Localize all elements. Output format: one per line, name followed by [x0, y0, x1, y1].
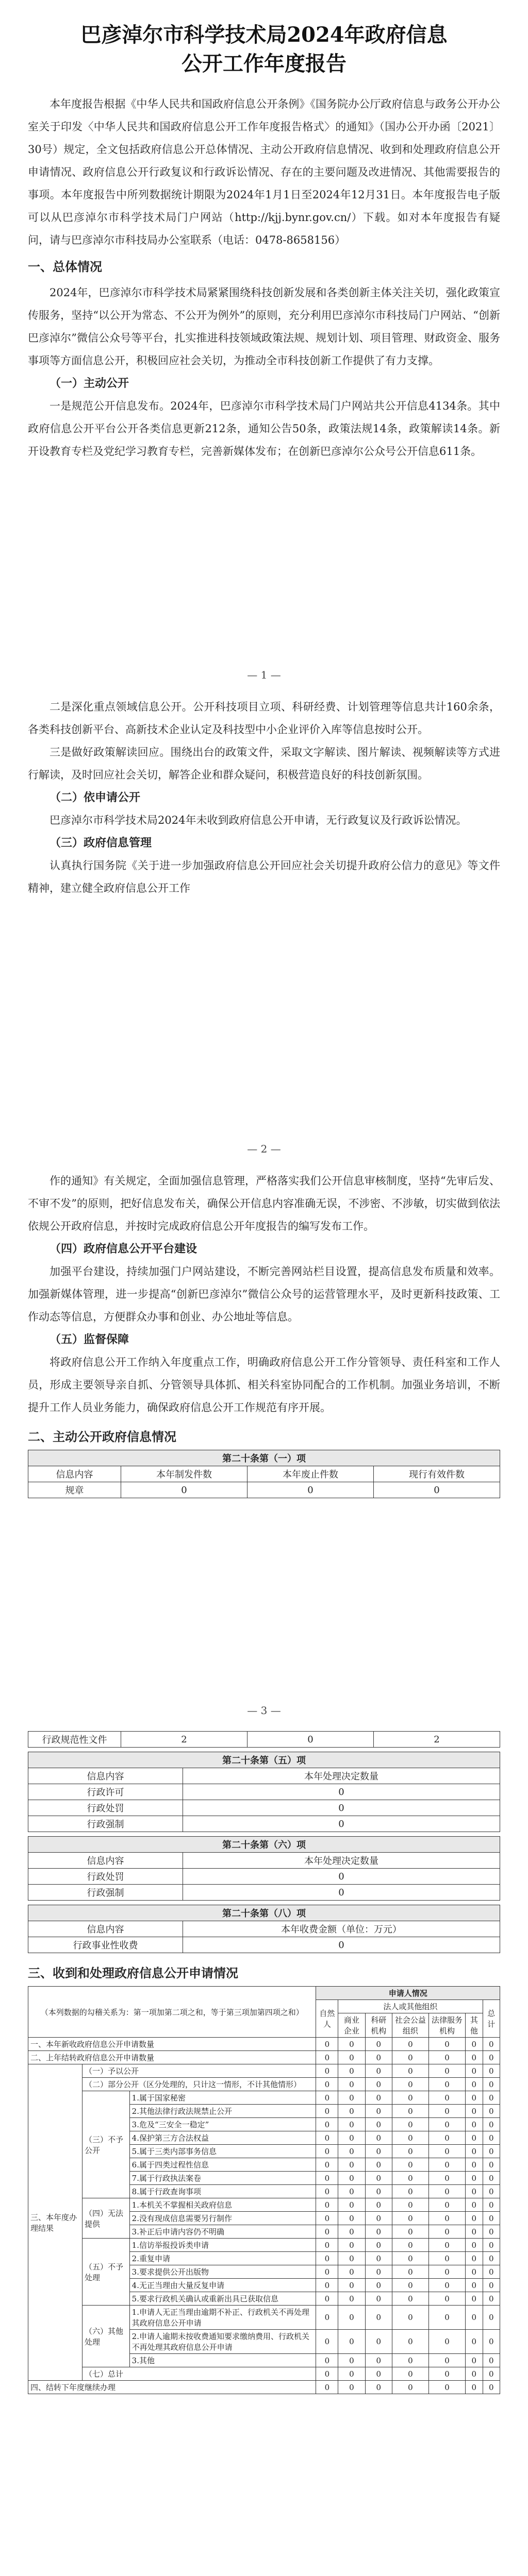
application-cell: 0 — [365, 2265, 392, 2279]
application-cell: 0 — [365, 2145, 392, 2158]
application-cell: 0 — [365, 2381, 392, 2394]
application-cell: 0 — [365, 2038, 392, 2051]
application-cell: 0 — [338, 2330, 365, 2354]
application-cell: 0 — [365, 2292, 392, 2306]
section-1-heading: 一、总体情况 — [28, 259, 102, 274]
s1-paragraph-2c: 三是做好政策解读回应。围绕出台的政策文件，采取文字解读、图片解读、视频解读等方式进行解读，及时回应社会关切，解答企业和群众疑问，积极营造良好的科技创新氛围。 — [28, 746, 500, 781]
application-cell: 0 — [316, 2265, 338, 2279]
application-row-label: 6.属于四类过程性信息 — [129, 2158, 316, 2172]
application-row — [28, 2051, 500, 2064]
application-cell: 0 — [392, 2198, 428, 2212]
t2-row-2-val: 0 — [183, 1816, 500, 1832]
application-cell: 0 — [428, 2330, 465, 2354]
application-row — [28, 2038, 500, 2051]
application-subgroup-label: （五）不予处理 — [82, 2239, 129, 2306]
application-row-label: 3.要求提供公开出版物 — [129, 2265, 316, 2279]
application-cell: 0 — [338, 2051, 365, 2064]
application-row-label: 一、本年新收政府信息公开申请数量 — [28, 2038, 316, 2051]
application-cell: 0 — [466, 2185, 483, 2198]
application-cell: 0 — [428, 2354, 465, 2367]
application-row — [28, 2381, 500, 2394]
page-3 — [0, 1170, 528, 1498]
application-cell: 0 — [338, 2172, 365, 2185]
application-cell: 0 — [483, 2239, 500, 2252]
application-cell: 0 — [365, 2105, 392, 2118]
t1-row2-val-1: 0 — [248, 1732, 374, 1748]
application-row-label: 2.申请人逾期未按收费通知要求缴纳费用、行政机关不再处理其政府信息公开申请 — [129, 2330, 316, 2354]
application-cell: 0 — [483, 2330, 500, 2354]
application-cell: 0 — [338, 2292, 365, 2306]
application-cell: 0 — [428, 2185, 465, 2198]
application-cell: 0 — [466, 2131, 483, 2145]
t1-band: 第二十条第（一）项 — [28, 1450, 500, 1466]
apply-sub-legal: 法人或其他组织 — [338, 2000, 483, 2013]
application-row-label: 2.重复申请 — [129, 2252, 316, 2265]
t2-row-1-label: 行政处罚 — [28, 1800, 183, 1816]
application-cell: 0 — [428, 2225, 465, 2239]
application-cell: 0 — [338, 2185, 365, 2198]
application-cell: 0 — [392, 2381, 428, 2394]
application-row-label: 3.危及“三安全一稳定” — [129, 2118, 316, 2131]
application-cell: 0 — [365, 2078, 392, 2091]
application-cell: 0 — [365, 2051, 392, 2064]
application-cell: 0 — [365, 2367, 392, 2381]
t2-row-1-val: 0 — [183, 1800, 500, 1816]
table-20-1 — [28, 1450, 500, 1498]
application-cell: 0 — [466, 2330, 483, 2354]
application-cell: 0 — [428, 2239, 465, 2252]
page-1 — [0, 21, 528, 463]
s1-sub-2: （二）依申请公开 — [50, 791, 141, 804]
t1-col-0: 信息内容 — [28, 1466, 121, 1482]
application-cell: 0 — [338, 2131, 365, 2145]
application-cell: 0 — [365, 2118, 392, 2131]
application-cell: 0 — [392, 2265, 428, 2279]
t1-row-val-2: 0 — [374, 1482, 500, 1498]
application-cell: 0 — [466, 2292, 483, 2306]
application-row-label: 3.其他 — [129, 2354, 316, 2367]
application-cell: 0 — [392, 2091, 428, 2105]
application-cell: 0 — [316, 2105, 338, 2118]
application-cell: 0 — [392, 2354, 428, 2367]
application-row — [28, 2091, 500, 2105]
application-cell: 0 — [392, 2078, 428, 2091]
t3-row-0-label: 行政处罚 — [28, 1869, 183, 1885]
application-cell: 0 — [466, 2225, 483, 2239]
application-table — [28, 1986, 500, 2394]
s1-paragraph-3: 巴彦淖尔市科学技术局2024年未收到政府信息公开申请，无行政复议及行政诉讼情况。 — [50, 814, 467, 826]
application-cell: 0 — [466, 2306, 483, 2330]
application-cell: 0 — [338, 2252, 365, 2265]
application-cell: 0 — [316, 2185, 338, 2198]
application-cell: 0 — [338, 2279, 365, 2292]
application-cell: 0 — [365, 2158, 392, 2172]
application-cell: 0 — [392, 2239, 428, 2252]
application-cell: 0 — [466, 2381, 483, 2394]
application-row-label: 1.信访举报投诉类申请 — [129, 2239, 316, 2252]
application-row-label: 4.保护第三方合法权益 — [129, 2131, 316, 2145]
application-cell: 0 — [316, 2172, 338, 2185]
application-row-label: 3.补正后申请内容仍不明确 — [129, 2225, 316, 2239]
application-row-label: （七）总计 — [82, 2367, 316, 2381]
apply-legal-col-4: 其他 — [466, 2013, 483, 2038]
application-cell: 0 — [316, 2306, 338, 2330]
application-cell: 0 — [338, 2306, 365, 2330]
application-cell: 0 — [428, 2078, 465, 2091]
application-cell: 0 — [466, 2078, 483, 2091]
s1-sub-1: （一）主动公开 — [50, 377, 129, 390]
application-cell: 0 — [392, 2064, 428, 2078]
application-cell: 0 — [483, 2198, 500, 2212]
t3-band: 第二十条第（六）项 — [28, 1837, 500, 1853]
t3-col-1: 本年处理决定数量 — [183, 1853, 500, 1869]
application-cell: 0 — [316, 2252, 338, 2265]
application-cell: 0 — [316, 2145, 338, 2158]
application-cell: 0 — [428, 2051, 465, 2064]
t2-col-1: 本年处理决定数量 — [183, 1768, 500, 1784]
application-cell: 0 — [428, 2145, 465, 2158]
application-cell: 0 — [392, 2292, 428, 2306]
table-20-8 — [28, 1905, 500, 1953]
application-cell: 0 — [483, 2118, 500, 2131]
application-cell: 0 — [338, 2381, 365, 2394]
application-cell: 0 — [428, 2265, 465, 2279]
s1-paragraph-4: 认真执行国务院《关于进一步加强政府信息公开回应社会关切提升政府公信力的意见》等文件精神，建立健全政府信息公开工作 — [28, 859, 500, 894]
application-cell: 0 — [338, 2239, 365, 2252]
t2-band: 第二十条第（五）项 — [28, 1752, 500, 1768]
application-cell: 0 — [392, 2038, 428, 2051]
application-row-label: 5.属于三类内部事务信息 — [129, 2145, 316, 2158]
application-cell: 0 — [392, 2367, 428, 2381]
intro-paragraph: 本年度报告根据《中华人民共和国政府信息公开条例》《国务院办公厅政府信息与政务公开办公室关于印发〈中华人民共和国政府信息公开工作年度报告格式〉的通知》（国办公开办函〔2021〕30号）规定，全文包括政府信息公开总体情况、主动公开政府信息情况、收到和处理政府信息公开申请情况、政府信息公开行政复议和行政诉讼情况、存在的主要问题及改进情况、其他需要报告的事项。本年度报告中所列数据统计期限为2024年1月1日至2024年12月31日。本年度报告电子版可以从巴彦淖尔市科学技术局门户网站（http://kjj.bynr.gov.cn/）下载。如对本年度报告有疑问，请与巴彦淖尔市科技局办公室联系（电话：0478-8658156） — [28, 98, 500, 246]
application-row-label: 1.本机关不掌握相关政府信息 — [129, 2198, 316, 2212]
s1-sub-3: （三）政府信息管理 — [50, 836, 152, 850]
application-row-label: 四、结转下年度继续办理 — [28, 2381, 316, 2394]
s1-paragraph-2a: 一是规范公开信息发布。2024年，巴彦淖尔市科学技术局门户网站共公开信息4134条。其中政府信息公开平台公开各类信息更新212条，通知公告50条，政策法规14条，政策解读14条。新开设教育专栏及党纪学习教育专栏，完善新媒体发布；在创新巴彦淖尔公众号公开信息611条。 — [28, 400, 500, 457]
apply-legal-col-0: 商业企业 — [338, 2013, 365, 2038]
application-cell: 0 — [483, 2051, 500, 2064]
application-cell: 0 — [316, 2051, 338, 2064]
application-row-label: （一）予以公开 — [82, 2064, 316, 2078]
application-cell: 0 — [483, 2131, 500, 2145]
application-row-label: 2.其他法律行政法规禁止公开 — [129, 2105, 316, 2118]
application-cell: 0 — [392, 2172, 428, 2185]
t1-col-1: 本年制发件数 — [121, 1466, 248, 1482]
application-cell: 0 — [365, 2212, 392, 2225]
application-cell: 0 — [392, 2185, 428, 2198]
t4-row-0-label: 行政事业性收费 — [28, 1937, 183, 1953]
t1-col-3: 现行有效件数 — [374, 1466, 500, 1482]
application-cell: 0 — [338, 2354, 365, 2367]
application-cell: 0 — [365, 2172, 392, 2185]
application-cell: 0 — [428, 2118, 465, 2131]
application-cell: 0 — [466, 2145, 483, 2158]
application-cell: 0 — [428, 2292, 465, 2306]
t3-row-1-label: 行政强制 — [28, 1885, 183, 1901]
application-cell: 0 — [338, 2078, 365, 2091]
application-cell: 0 — [483, 2145, 500, 2158]
application-cell: 0 — [338, 2118, 365, 2131]
application-cell: 0 — [338, 2038, 365, 2051]
application-cell: 0 — [483, 2185, 500, 2198]
application-cell: 0 — [483, 2158, 500, 2172]
table-20-5 — [28, 1752, 500, 1832]
application-cell: 0 — [338, 2265, 365, 2279]
s1-paragraph-6: 加强平台建设，持续加强门户网站建设，不断完善网站栏目设置，提高信息发布质量和效率。加强新媒体管理，进一步提高“创新巴彦淖尔”微信公众号的运营管理水平，及时更新科技政策、工作动态等信息，方便群众办事和创业、办公地址等信息。 — [28, 1265, 500, 1323]
application-cell: 0 — [483, 2091, 500, 2105]
application-row — [28, 2367, 500, 2381]
t1-row2-val-2: 2 — [374, 1732, 500, 1748]
application-cell: 0 — [316, 2225, 338, 2239]
t2-col-0: 信息内容 — [28, 1768, 183, 1784]
apply-header-left: （本列数据的勾稽关系为：第一项加第二项之和，等于第三项加第四项之和） — [28, 1987, 316, 2038]
s1-paragraph-1: 2024年，巴彦淖尔市科学技术局紧紧围绕科技创新发展和各类创新主体关注关切，强化政策宣传服务，坚持“以公开为常态、不公开为例外”的原则，充分利用巴彦淖尔市科技局门户网站、“创新巴彦淖尔”微信公众号等平台，扎实推进科技领域政策法规、规划计划、项目管理、财政资金、服务事项等方面信息公开，积极回应社会关切，为推动全市科技创新工作提供了有力支撑。 — [28, 286, 500, 367]
application-cell: 0 — [483, 2252, 500, 2265]
application-cell: 0 — [428, 2367, 465, 2381]
application-cell: 0 — [365, 2306, 392, 2330]
apply-header-top: 申请人情况 — [316, 1987, 500, 2000]
s1-sub-4: （四）政府信息公开平台建设 — [50, 1242, 197, 1256]
application-cell: 0 — [428, 2091, 465, 2105]
application-cell: 0 — [466, 2118, 483, 2131]
t2-row-0-label: 行政许可 — [28, 1784, 183, 1800]
s1-paragraph-5: 作的通知》有关规定，全面加强信息管理，严格落实我们公开信息审核制度，坚持“先审后发、不审不发”的原则，把好信息发布关，确保公开信息内容准确无误，不涉密、不涉敏，切实做到依法依规公开政府信息，并按时完成政府信息公开年度报告的编写发布工作。 — [28, 1175, 500, 1232]
t3-col-0: 信息内容 — [28, 1853, 183, 1869]
application-row-label: 2.没有现成信息需要另行制作 — [129, 2212, 316, 2225]
application-cell: 0 — [316, 2330, 338, 2354]
application-cell: 0 — [483, 2172, 500, 2185]
application-cell: 0 — [316, 2367, 338, 2381]
application-cell: 0 — [316, 2292, 338, 2306]
apply-legal-col-1: 科研机构 — [365, 2013, 392, 2038]
application-cell: 0 — [483, 2225, 500, 2239]
application-cell: 0 — [428, 2212, 465, 2225]
application-cell: 0 — [466, 2212, 483, 2225]
application-table-body — [28, 2038, 500, 2394]
application-row-label: 8.属于行政查询事项 — [129, 2185, 316, 2198]
t3-row-1-val: 0 — [183, 1885, 500, 1901]
application-cell: 0 — [428, 2198, 465, 2212]
application-row-label: 4.无正当理由大量反复申请 — [129, 2279, 316, 2292]
application-row — [28, 2198, 500, 2212]
application-cell: 0 — [483, 2265, 500, 2279]
report-title-line1: 巴彦淖尔市科学技术局2024年政府信息 — [80, 23, 448, 47]
application-cell: 0 — [338, 2212, 365, 2225]
application-row-label: 7.属于行政执法案卷 — [129, 2172, 316, 2185]
page-number-3: — 3 — — [247, 1704, 281, 1717]
application-row — [28, 2306, 500, 2330]
application-cell: 0 — [392, 2279, 428, 2292]
application-cell: 0 — [428, 2105, 465, 2118]
application-cell: 0 — [316, 2212, 338, 2225]
application-row-label: （二）部分公开（区分处理的，只计这一情形，不计其他情形） — [82, 2078, 316, 2091]
application-cell: 0 — [428, 2038, 465, 2051]
application-subgroup-label: （四）无法提供 — [82, 2198, 129, 2239]
application-cell: 0 — [316, 2381, 338, 2394]
application-cell: 0 — [483, 2078, 500, 2091]
application-cell: 0 — [338, 2198, 365, 2212]
application-cell: 0 — [316, 2091, 338, 2105]
application-cell: 0 — [392, 2131, 428, 2145]
page-number-1: — 1 — — [247, 669, 281, 681]
application-cell: 0 — [428, 2172, 465, 2185]
application-cell: 0 — [428, 2279, 465, 2292]
t4-col-0: 信息内容 — [28, 1921, 183, 1937]
application-cell: 0 — [392, 2158, 428, 2172]
application-cell: 0 — [483, 2381, 500, 2394]
application-cell: 0 — [316, 2354, 338, 2367]
application-cell: 0 — [316, 2078, 338, 2091]
application-cell: 0 — [365, 2279, 392, 2292]
application-cell: 0 — [392, 2252, 428, 2265]
application-cell: 0 — [316, 2064, 338, 2078]
application-cell: 0 — [466, 2064, 483, 2078]
application-cell: 0 — [365, 2091, 392, 2105]
apply-legal-col-2: 社会公益组织 — [392, 2013, 428, 2038]
application-cell: 0 — [428, 2064, 465, 2078]
application-cell: 0 — [483, 2212, 500, 2225]
application-cell: 0 — [338, 2091, 365, 2105]
page-2 — [0, 696, 528, 900]
application-cell: 0 — [428, 2252, 465, 2265]
application-cell: 0 — [365, 2225, 392, 2239]
application-cell: 0 — [365, 2252, 392, 2265]
application-cell: 0 — [316, 2239, 338, 2252]
application-cell: 0 — [316, 2131, 338, 2145]
t1-row2-val-0: 2 — [121, 1732, 248, 1748]
application-cell: 0 — [365, 2185, 392, 2198]
application-cell: 0 — [428, 2381, 465, 2394]
page-number-2: — 2 — — [247, 1143, 281, 1155]
application-cell: 0 — [392, 2225, 428, 2239]
application-cell: 0 — [428, 2131, 465, 2145]
table-20-1-cont — [28, 1731, 500, 1748]
application-cell: 0 — [338, 2158, 365, 2172]
report-title-line2: 公开工作年度报告 — [182, 52, 346, 76]
application-cell: 0 — [316, 2118, 338, 2131]
t1-col-2: 本年废止件数 — [248, 1466, 374, 1482]
application-cell: 0 — [466, 2279, 483, 2292]
application-cell: 0 — [365, 2198, 392, 2212]
application-cell: 0 — [338, 2064, 365, 2078]
application-cell: 0 — [392, 2330, 428, 2354]
t2-row-0-val: 0 — [183, 1784, 500, 1800]
application-cell: 0 — [466, 2172, 483, 2185]
application-cell: 0 — [466, 2367, 483, 2381]
application-cell: 0 — [483, 2038, 500, 2051]
application-cell: 0 — [483, 2279, 500, 2292]
apply-sub-total: 总计 — [483, 2000, 500, 2038]
section-3-heading: 三、收到和处理政府信息公开申请情况 — [28, 1965, 238, 1980]
application-cell: 0 — [466, 2158, 483, 2172]
table-20-6 — [28, 1836, 500, 1901]
application-cell: 0 — [365, 2131, 392, 2145]
application-cell: 0 — [338, 2105, 365, 2118]
application-cell: 0 — [483, 2064, 500, 2078]
apply-sub-person: 自然人 — [316, 2000, 338, 2038]
application-cell: 0 — [392, 2051, 428, 2064]
application-cell: 0 — [338, 2225, 365, 2239]
application-cell: 0 — [466, 2198, 483, 2212]
application-cell: 0 — [466, 2038, 483, 2051]
t2-row-2-label: 行政强制 — [28, 1816, 183, 1832]
t3-row-0-val: 0 — [183, 1869, 500, 1885]
s1-sub-5: （五）监督保障 — [50, 1333, 129, 1346]
application-cell: 0 — [365, 2239, 392, 2252]
application-cell: 0 — [428, 2306, 465, 2330]
application-cell: 0 — [466, 2265, 483, 2279]
application-cell: 0 — [316, 2198, 338, 2212]
t4-col-1: 本年收费金额（单位：万元） — [183, 1921, 500, 1937]
application-cell: 0 — [365, 2354, 392, 2367]
application-cell: 0 — [338, 2367, 365, 2381]
t1-row-label: 规章 — [28, 1482, 121, 1498]
application-row-label: 1.属于国家秘密 — [129, 2091, 316, 2105]
t4-band: 第二十条第（八）项 — [28, 1905, 500, 1921]
application-cell: 0 — [466, 2354, 483, 2367]
application-cell: 0 — [483, 2354, 500, 2367]
application-cell: 0 — [392, 2145, 428, 2158]
application-cell: 0 — [392, 2306, 428, 2330]
s1-paragraph-7: 将政府信息公开工作纳入年度重点工作，明确政府信息公开工作分管领导、责任科室和工作人员，形成主要领导亲自抓、分管领导具体抓、相关科室协同配合的工作机制。加强业务培训，不断提升工作人员业务能力，确保政府信息公开工作规范有序开展。 — [28, 1356, 500, 1414]
application-cell: 0 — [392, 2212, 428, 2225]
page-4 — [0, 1731, 528, 2394]
application-row-label: 二、上年结转政府信息公开申请数量 — [28, 2051, 316, 2064]
application-subgroup-label: （三）不予公开 — [82, 2091, 129, 2198]
t1-row-val-1: 0 — [248, 1482, 374, 1498]
application-cell: 0 — [365, 2064, 392, 2078]
application-row-label: 1.申请人无正当理由逾期不补正、行政机关不再处理其政府信息公开申请 — [129, 2306, 316, 2330]
t4-row-0-val: 0 — [183, 1937, 500, 1953]
application-cell: 0 — [466, 2252, 483, 2265]
application-cell: 0 — [466, 2239, 483, 2252]
apply-legal-col-3: 法律服务机构 — [428, 2013, 465, 2038]
application-cell: 0 — [428, 2158, 465, 2172]
application-cell: 0 — [392, 2105, 428, 2118]
application-cell: 0 — [483, 2306, 500, 2330]
application-cell: 0 — [316, 2279, 338, 2292]
application-cell: 0 — [338, 2145, 365, 2158]
t1-row2-label: 行政规范性文件 — [28, 1732, 121, 1748]
s1-paragraph-2b: 二是深化重点领域信息公开。公开科技项目立项、科研经费、计划管理等信息共计160余条，各类科技创新平台、高新技术企业认定及科技型中小企业评价入库等信息按时公开。 — [28, 701, 500, 736]
application-cell: 0 — [365, 2330, 392, 2354]
application-row — [28, 2064, 500, 2078]
application-subgroup-label: （六）其他处理 — [82, 2306, 129, 2367]
application-cell: 0 — [392, 2118, 428, 2131]
application-cell: 0 — [316, 2158, 338, 2172]
application-cell: 0 — [483, 2105, 500, 2118]
application-row — [28, 2078, 500, 2091]
application-cell: 0 — [483, 2292, 500, 2306]
section-2-heading: 二、主动公开政府信息情况 — [28, 1429, 176, 1444]
application-row — [28, 2239, 500, 2252]
application-row-label: 5.要求行政机关确认或重新出具已获取信息 — [129, 2292, 316, 2306]
application-cell: 0 — [466, 2051, 483, 2064]
application-group-label: 三、本年度办理结果 — [28, 2064, 82, 2381]
application-cell: 0 — [466, 2105, 483, 2118]
application-cell: 0 — [483, 2367, 500, 2381]
t1-row-val-0: 0 — [121, 1482, 248, 1498]
application-cell: 0 — [466, 2091, 483, 2105]
application-cell: 0 — [316, 2038, 338, 2051]
